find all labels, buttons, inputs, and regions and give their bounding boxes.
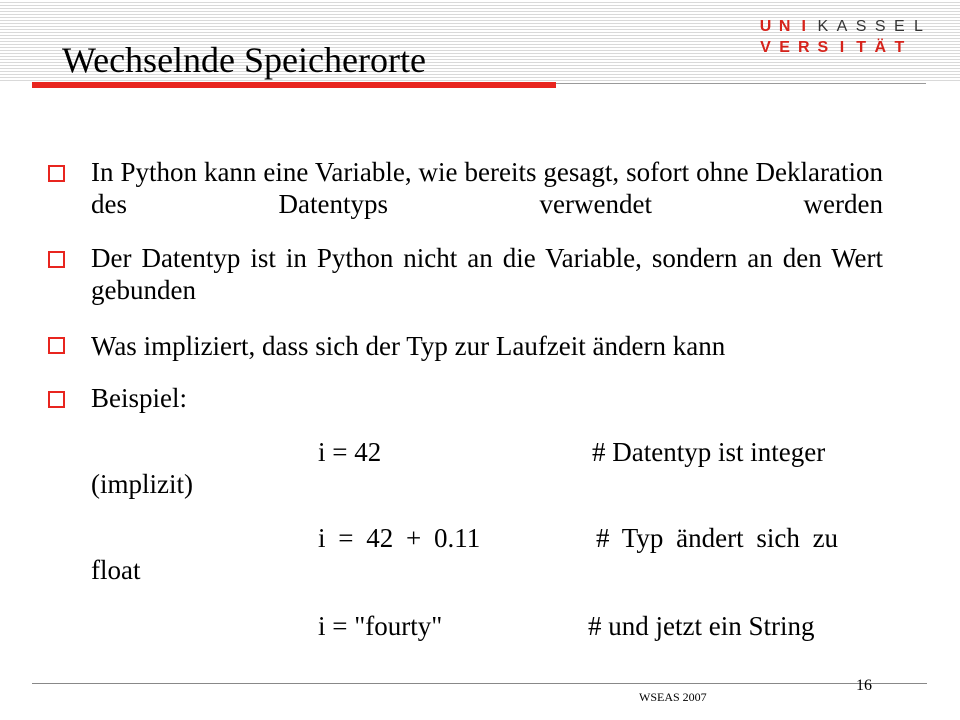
university-logo (757, 17, 927, 59)
bullet-text-3: Was impliziert, dass sich der Typ zur Laufzeit ändern kann (91, 331, 726, 361)
slide-title: Wechselnde Speicherorte (62, 40, 426, 80)
bullet-square-icon (48, 337, 65, 354)
title-underline-red (32, 82, 556, 88)
example-comment-2: # Typ ändert sich zu (596, 523, 839, 553)
footer-divider (32, 683, 927, 684)
title-underline-grey (556, 83, 926, 84)
bullet-text-2: Der Datentyp ist in Python nicht an die Variable, sondern an den Wert gebunden (91, 243, 883, 305)
example-comment-1: # Datentyp ist integer (592, 437, 826, 467)
logo-row-1: U N I K A S S E L (759, 18, 923, 35)
logo-row-2: V E R S I T Ä T (760, 39, 905, 56)
example-code-3: i = "fourty" (318, 611, 443, 641)
bullet-square-icon (48, 165, 65, 182)
example-wrap-2: float (91, 555, 141, 585)
bullet-text-1: In Python kann eine Variable, wie bereits gesagt, sofort ohne Deklaration des Datentyps verwendet werden (91, 157, 883, 219)
example-wrap-1: (implizit) (91, 469, 193, 499)
page-number: 16 (856, 677, 872, 694)
example-code-1: i = 42 (318, 437, 382, 467)
bullet-square-icon (48, 251, 65, 268)
bullet-text-4: Beispiel: (91, 383, 187, 413)
example-comment-3: # und jetzt ein String (588, 611, 815, 641)
bullet-square-icon (48, 391, 65, 408)
footer-text: WSEAS 2007 (639, 690, 707, 704)
example-code-2: i = 42 + 0.11 (318, 523, 481, 553)
